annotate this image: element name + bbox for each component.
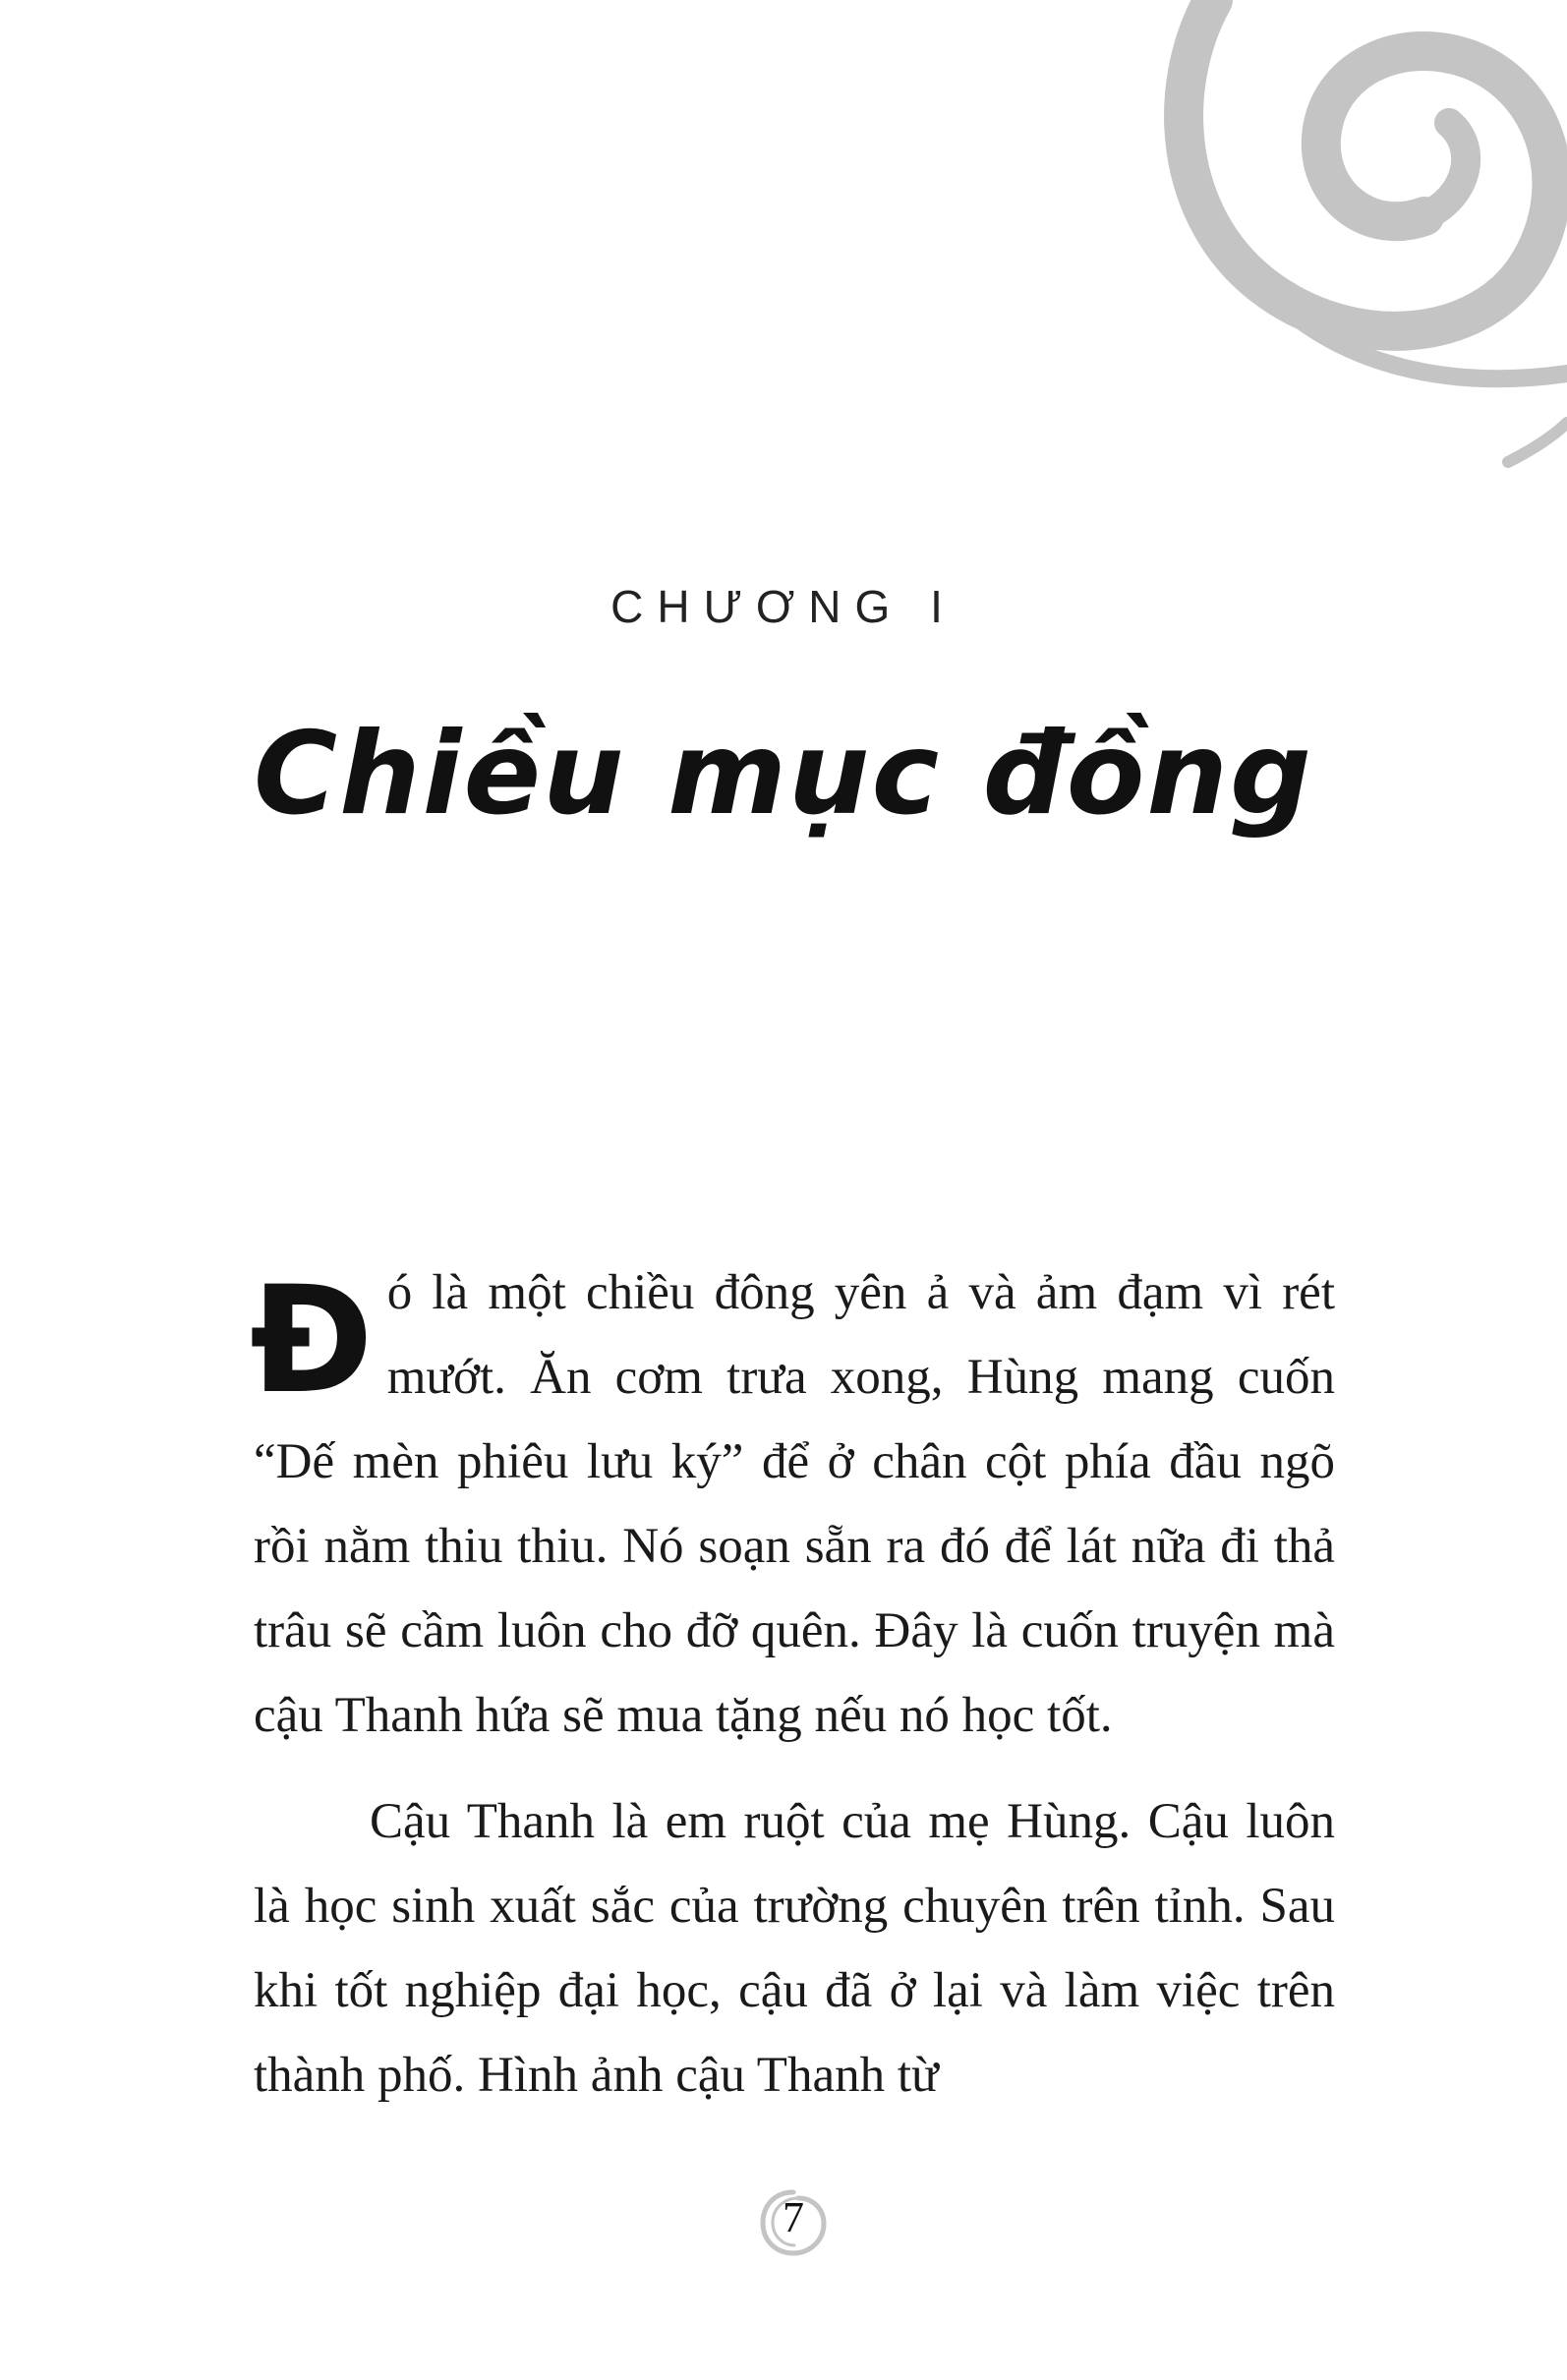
drop-cap: Đ (250, 1255, 374, 1426)
page-number: 7 (783, 2193, 804, 2241)
chapter-title: Chiều mục đồng (253, 708, 1314, 841)
paragraph-1 (250, 1250, 1335, 1758)
chapter-label: CHƯƠNG I (610, 581, 957, 632)
paragraph-1-text: ó là một chiều đông yên ả và ảm đạm vì rét mướt. Ăn cơm trưa xong, Hùng mang cuốn “Dế mèn phiêu lưu ký” để ở chân cột phía đầu ngõ rồi nằm thiu thiu. Nó soạn sẵn ra đó để lát nữa đi thả trâu sẽ cầm luôn cho đỡ quên. Đây là cuốn truyện mà cậu Thanh hứa sẽ mua tặng nếu nó học tốt. (254, 1265, 1335, 1743)
decorative-swirl-icon (1154, 0, 1567, 492)
body-text (250, 1250, 1335, 2118)
paragraph-2: Cậu Thanh là em ruột của mẹ Hùng. Cậu luôn là học sinh xuất sắc của trường chuyên trên tỉnh. Sau khi tốt nghiệp đại học, cậu đã ở lại và làm việc trên thành phố. Hình ảnh cậu Thanh từ (254, 1794, 1335, 2103)
page-number-badge (757, 2186, 830, 2259)
